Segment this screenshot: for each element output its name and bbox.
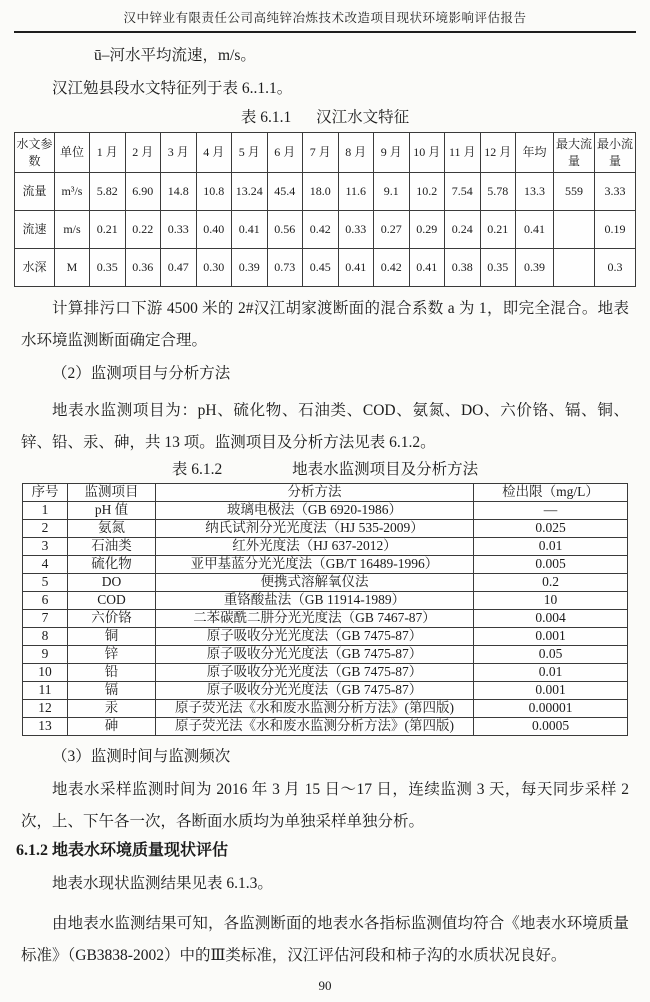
method-value-cell: 原子吸收分光光度法（GB 7475-87）	[156, 646, 474, 664]
table-row	[23, 574, 628, 592]
running-header	[14, 0, 636, 33]
hydro-value-cell: m/s	[55, 211, 90, 249]
hydro-value-cell: 6.90	[125, 173, 161, 211]
hydro-value-cell: 10.2	[409, 173, 445, 211]
method-value-cell: 10	[474, 592, 628, 610]
hydro-value-cell: 14.8	[161, 173, 197, 211]
hydro-value-cell: 7.54	[445, 173, 481, 211]
hydro-value-cell: 0.22	[125, 211, 161, 249]
table-row	[23, 664, 628, 682]
method-value-cell: 铜	[68, 628, 156, 646]
table-row	[15, 173, 636, 211]
method-value-cell: pH 值	[68, 502, 156, 520]
table-row	[23, 592, 628, 610]
table2-caption-label: 表 6.1.2	[171, 461, 223, 478]
hydro-value-cell: 0.24	[445, 211, 481, 249]
hydro-table-head	[15, 133, 636, 173]
hydro-column-header: 10 月	[409, 133, 445, 173]
hydro-value-cell: 0.39	[516, 249, 554, 287]
table-row	[23, 646, 628, 664]
hydro-value-cell	[554, 249, 595, 287]
conclusion-paragraph: 由地表水监测结果可知，各监测断面的地表水各指标监测值均符合《地表水环境质量标准》（GB3838-2002）中的Ⅲ类标准，汉江评估河段和柿子沟的水质状况良好。	[21, 915, 629, 964]
table-row	[23, 556, 628, 574]
hydro-value-cell: 10.8	[196, 173, 232, 211]
method-value-cell: 0.001	[474, 682, 628, 700]
monitoring-items-paragraph: 地表水监测项目为：pH、硫化物、石油类、COD、氨氮、DO、六价铬、镉、铜、锌、铅、汞、砷，共 13 项。监测项目及分析方法见表 6.1.2。	[21, 402, 629, 451]
section2-heading: （2）监测项目与分析方法	[52, 365, 231, 382]
hydro-value-cell: 0.45	[303, 249, 339, 287]
method-value-cell: 铅	[68, 664, 156, 682]
hydro-value-cell: 559	[554, 173, 595, 211]
row-label: 8	[23, 628, 68, 646]
method-value-cell: 砷	[68, 718, 156, 736]
hydro-value-cell: 0.35	[90, 249, 126, 287]
row-label: 流量	[15, 173, 55, 211]
hydro-value-cell: 0.40	[196, 211, 232, 249]
method-value-cell: 重铬酸盐法（GB 11914-1989）	[156, 592, 474, 610]
intro-sentence: 汉江勉县段水文特征列于表 6..1.1。	[52, 80, 293, 97]
method-value-cell: 氨氮	[68, 520, 156, 538]
hydro-value-cell: M	[55, 249, 90, 287]
analysis-method-table	[22, 483, 628, 736]
method-value-cell: 原子荧光法《水和废水监测分析方法》(第四版)	[156, 700, 474, 718]
row-label: 2	[23, 520, 68, 538]
hydro-column-header: 2 月	[125, 133, 161, 173]
hydro-value-cell: 5.78	[480, 173, 516, 211]
mixing-paragraph: 计算排污口下游 4500 米的 2#汉江胡家渡断面的混合系数 a 为 1，即完全混合。地表水环境监测断面确定合理。	[21, 300, 629, 349]
hydro-column-header: 最大流量	[554, 133, 595, 173]
table-row	[15, 249, 636, 287]
row-label: 水深	[15, 249, 55, 287]
table1-caption-label: 表 6.1.1	[240, 109, 292, 126]
method-value-cell: 0.2	[474, 574, 628, 592]
method-value-cell: 便携式溶解氧仪法	[156, 574, 474, 592]
hydro-value-cell: 0.38	[445, 249, 481, 287]
method-value-cell: 0.00001	[474, 700, 628, 718]
table1-caption-title: 汉江水文特征	[316, 109, 410, 126]
hydro-value-cell: 0.35	[480, 249, 516, 287]
formula-note: ū–河水平均流速，m/s。	[94, 47, 256, 64]
method-table-head	[23, 484, 628, 502]
method-value-cell: 0.001	[474, 628, 628, 646]
method-value-cell: 镉	[68, 682, 156, 700]
hydro-value-cell: 0.19	[595, 211, 636, 249]
row-label: 10	[23, 664, 68, 682]
row-label: 13	[23, 718, 68, 736]
hydro-column-header: 9 月	[374, 133, 410, 173]
hydro-value-cell: 0.41	[232, 211, 268, 249]
method-value-cell: 红外光度法（HJ 637-2012）	[156, 538, 474, 556]
table-row	[23, 520, 628, 538]
hydro-column-header: 水文参数	[15, 133, 55, 173]
hydro-value-cell: 0.47	[161, 249, 197, 287]
hydro-value-cell: 0.41	[409, 249, 445, 287]
hydro-value-cell: 5.82	[90, 173, 126, 211]
method-value-cell: 0.004	[474, 610, 628, 628]
hydro-value-cell: 0.33	[161, 211, 197, 249]
section3-heading: （3）监测时间与监测频次	[52, 748, 231, 765]
hydro-value-cell: 0.33	[338, 211, 374, 249]
hydro-column-header: 单位	[55, 133, 90, 173]
hydro-column-header: 7 月	[303, 133, 339, 173]
method-value-cell: COD	[68, 592, 156, 610]
method-value-cell: 0.01	[474, 664, 628, 682]
method-value-cell: 原子吸收分光光度法（GB 7475-87）	[156, 628, 474, 646]
hydro-column-header: 11 月	[445, 133, 481, 173]
row-label: 流速	[15, 211, 55, 249]
row-label: 5	[23, 574, 68, 592]
table-row	[23, 628, 628, 646]
hydro-value-cell: 0.29	[409, 211, 445, 249]
hydro-column-header: 3 月	[161, 133, 197, 173]
method-value-cell: 0.005	[474, 556, 628, 574]
hydro-value-cell: 0.39	[232, 249, 268, 287]
results-reference-paragraph: 地表水现状监测结果见表 6.1.3。	[52, 875, 273, 892]
row-label: 9	[23, 646, 68, 664]
hydro-value-cell: 0.42	[374, 249, 410, 287]
hydro-value-cell: 3.33	[595, 173, 636, 211]
hydro-value-cell: 13.24	[232, 173, 268, 211]
method-value-cell: 0.01	[474, 538, 628, 556]
hydro-value-cell: 0.56	[267, 211, 303, 249]
hydro-value-cell: 0.21	[480, 211, 516, 249]
method-value-cell: 亚甲基蓝分光光度法（GB/T 16489-1996）	[156, 556, 474, 574]
table-row	[23, 538, 628, 556]
row-label: 7	[23, 610, 68, 628]
hydro-value-cell: 0.41	[338, 249, 374, 287]
row-label: 1	[23, 502, 68, 520]
method-column-header: 检出限（mg/L）	[474, 484, 628, 502]
hydro-column-header: 5 月	[232, 133, 268, 173]
method-value-cell: 纳氏试剂分光光度法（HJ 535-2009）	[156, 520, 474, 538]
method-column-header: 监测项目	[68, 484, 156, 502]
method-column-header: 序号	[23, 484, 68, 502]
header-row	[15, 133, 636, 173]
hydro-value-cell: 11.6	[338, 173, 374, 211]
row-label: 3	[23, 538, 68, 556]
report-title: 汉中锌业有限责任公司高纯锌冶炼技术改造项目现状环境影响评估报告	[123, 11, 527, 25]
hydro-column-header: 6 月	[267, 133, 303, 173]
method-value-cell: 原子吸收分光光度法（GB 7475-87）	[156, 682, 474, 700]
table-row	[23, 610, 628, 628]
method-value-cell: 硫化物	[68, 556, 156, 574]
method-value-cell: DO	[68, 574, 156, 592]
hydro-value-cell: 0.42	[303, 211, 339, 249]
method-value-cell: 锌	[68, 646, 156, 664]
method-value-cell: 石油类	[68, 538, 156, 556]
table2-caption	[14, 459, 636, 481]
row-label: 11	[23, 682, 68, 700]
method-value-cell: 玻璃电极法（GB 6920-1986）	[156, 502, 474, 520]
method-value-cell: —	[474, 502, 628, 520]
hydro-value-cell: 0.3	[595, 249, 636, 287]
hydro-value-cell: 13.3	[516, 173, 554, 211]
method-value-cell: 原子荧光法《水和废水监测分析方法》(第四版)	[156, 718, 474, 736]
table-row	[23, 502, 628, 520]
hydro-table-body	[15, 173, 636, 287]
method-value-cell: 0.025	[474, 520, 628, 538]
monitoring-time-paragraph: 地表水采样监测时间为 2016 年 3 月 15 日～17 日，连续监测 3 天，每天同步采样 2 次，上、下午各一次，各断面水质均为单独采样单独分析。	[21, 781, 629, 830]
header-row	[23, 484, 628, 502]
hydro-value-cell: 9.1	[374, 173, 410, 211]
table1-caption	[14, 107, 636, 129]
hydro-value-cell: 45.4	[267, 173, 303, 211]
hydro-value-cell: 0.73	[267, 249, 303, 287]
hydrology-table	[14, 132, 636, 287]
hydro-value-cell: 0.30	[196, 249, 232, 287]
row-label: 4	[23, 556, 68, 574]
hydro-value-cell: 0.21	[90, 211, 126, 249]
hydro-column-header: 最小流量	[595, 133, 636, 173]
row-label: 12	[23, 700, 68, 718]
hydro-column-header: 12 月	[480, 133, 516, 173]
method-value-cell: 汞	[68, 700, 156, 718]
section-6-1-2-heading: 6.1.2 地表水环境质量现状评估	[16, 842, 229, 859]
hydro-column-header: 年均	[516, 133, 554, 173]
row-label: 6	[23, 592, 68, 610]
hydro-value-cell	[554, 211, 595, 249]
method-value-cell: 0.05	[474, 646, 628, 664]
table-row	[15, 211, 636, 249]
method-value-cell: 六价铬	[68, 610, 156, 628]
hydro-column-header: 1 月	[90, 133, 126, 173]
page-number: 90	[318, 978, 332, 993]
hydro-column-header: 4 月	[196, 133, 232, 173]
method-table-body	[23, 502, 628, 736]
hydro-value-cell: m³/s	[55, 173, 90, 211]
hydro-value-cell: 18.0	[303, 173, 339, 211]
hydro-column-header: 8 月	[338, 133, 374, 173]
method-value-cell: 0.0005	[474, 718, 628, 736]
table-row	[23, 682, 628, 700]
hydro-value-cell: 0.41	[516, 211, 554, 249]
hydro-value-cell: 0.27	[374, 211, 410, 249]
table2-caption-title: 地表水监测项目及分析方法	[292, 461, 479, 478]
hydro-value-cell: 0.36	[125, 249, 161, 287]
method-value-cell: 原子吸收分光光度法（GB 7475-87）	[156, 664, 474, 682]
method-column-header: 分析方法	[156, 484, 474, 502]
method-value-cell: 二苯碳酰二肼分光光度法（GB 7467-87）	[156, 610, 474, 628]
table-row	[23, 718, 628, 736]
table-row	[23, 700, 628, 718]
